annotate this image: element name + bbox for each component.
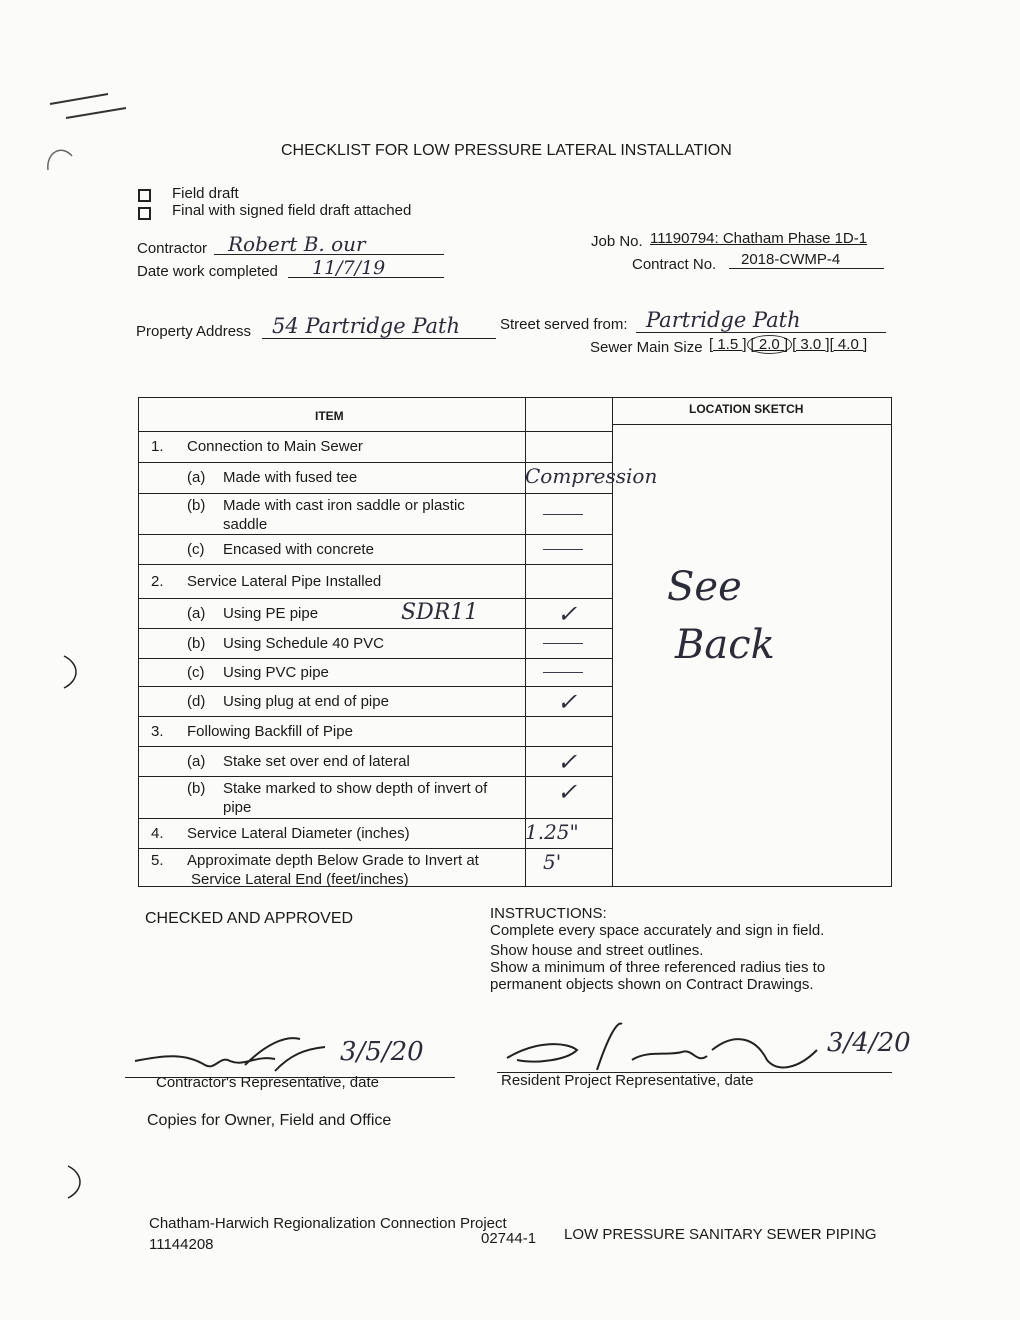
row-divider [139,462,612,463]
row-divider [139,848,612,849]
job-no-value: 11190794: Chatham Phase 1D-1 [650,230,868,247]
subitem-letter: (a) [187,753,206,770]
item-label: Service Lateral Pipe Installed [187,573,382,590]
row-divider [139,776,612,777]
pipe-type-note: SDR11 [401,600,479,625]
scan-mark-arc [40,140,80,185]
item-label-cont: Service Lateral End (feet/inches) [191,871,409,888]
hole-punch-mark-1 [60,652,84,697]
contract-no-value: 2018-CWMP-4 [729,251,884,269]
sketch-note-see: See [667,564,742,610]
instruction-line-1: Complete every space accurately and sign in field. [490,922,825,939]
sewer-size-4-0[interactable]: [ 4.0 ] [829,336,868,353]
contractor-signature-scribble [125,1025,335,1077]
check-mark-icon[interactable]: ✓ [557,688,578,716]
sewer-size-1-5[interactable]: [ 1.5 ] [709,336,747,353]
contractor-rep-label: Contractor's Representative, date [156,1074,379,1091]
checkbox-final-draft[interactable] [138,207,151,220]
contractor-value: Robert B. our [228,232,366,256]
street-served-label: Street served from: [500,316,628,333]
resident-signature[interactable] [497,1020,911,1073]
copies-note: Copies for Owner, Field and Office [147,1112,392,1129]
item-label: Following Backfill of Pipe [187,723,353,740]
subitem-label: Made with fused tee [223,469,358,486]
contract-no-label: Contract No. [632,256,717,273]
street-served-field[interactable] [636,308,886,333]
row-divider [139,564,612,565]
subitem-label: Stake set over end of lateral [223,753,410,770]
handwritten-entry[interactable]: 1.25" [525,820,579,844]
check-mark-icon[interactable]: ✓ [557,748,578,776]
hole-punch-mark-2 [64,1162,88,1207]
sewer-size-3-0[interactable]: [ 3.0 ] [792,336,830,353]
property-address-value: 54 Partridge Path [272,314,460,338]
item-number: 2. [151,573,164,590]
footer-number: 11144208 [149,1236,214,1253]
date-work-label: Date work completed [137,263,278,280]
subitem-letter: (a) [187,605,206,622]
subitem-label: Made with cast iron saddle or plastic [223,497,465,514]
subitem-label: Using plug at end of pipe [223,693,389,710]
instruction-line-2: Show house and street outlines. [490,942,704,959]
sewer-size-2-0[interactable]: [ 2.0 ] [747,335,793,354]
checkbox-field-draft[interactable] [138,189,151,202]
contractor-signature[interactable] [125,1025,455,1078]
subitem-label: Using PVC pipe [223,664,329,681]
not-applicable-mark [543,643,583,644]
item-header: ITEM [315,409,344,423]
row-divider [139,746,612,747]
subitem-letter: (b) [187,780,206,797]
option-field-draft: Field draft [172,185,239,202]
contractor-label: Contractor [137,240,208,257]
footer-project: Chatham-Harwich Regionalization Connection Project [149,1215,507,1232]
scan-mark-top-left [48,90,118,112]
subitem-label: Encased with concrete [223,541,374,558]
property-address-label: Property Address [136,323,252,340]
check-mark-icon[interactable]: ✓ [557,778,578,806]
item-label: Approximate depth Below Grade to Invert at [187,852,479,869]
page-title: CHECKLIST FOR LOW PRESSURE LATERAL INSTALLATION [281,142,732,159]
subitem-letter: (c) [187,541,205,558]
sketch-header-line [612,424,891,425]
subitem-letter: (a) [187,469,206,486]
handwritten-entry[interactable]: 5' [543,850,562,874]
date-work-field[interactable] [288,257,444,278]
row-divider [139,534,612,535]
check-mark-icon[interactable]: ✓ [557,600,578,628]
row-divider [139,598,612,599]
sketch-note-back: Back [675,622,775,668]
checked-approved: CHECKED AND APPROVED [145,910,354,927]
item-number: 3. [151,723,164,740]
sewer-main-label: Sewer Main Size [590,339,703,356]
item-number: 4. [151,825,164,842]
checklist-table [138,397,892,887]
job-no-label: Job No. [591,233,643,250]
not-applicable-mark [543,514,583,515]
footer-spec: LOW PRESSURE SANITARY SEWER PIPING [564,1226,877,1243]
property-address-field[interactable] [262,314,496,339]
footer-section: 02744-1 [481,1230,537,1247]
subitem-letter: (c) [187,664,205,681]
subitem-label: Using PE pipe [223,605,319,622]
subitem-label: Using Schedule 40 PVC [223,635,384,652]
row-divider [139,716,612,717]
row-divider [139,493,612,494]
item-number: 5. [151,852,164,869]
option-final-draft: Final with signed field draft attached [172,202,412,219]
row-divider [139,658,612,659]
sewer-main-options [709,336,867,353]
subitem-label-cont: saddle [223,516,268,533]
instruction-line-3: Show a minimum of three referenced radius ties to [490,959,826,976]
item-number: 1. [151,438,164,455]
row-divider [139,628,612,629]
row-divider [139,686,612,687]
row-divider [139,431,612,432]
subitem-label: Stake marked to show depth of invert of [223,780,488,797]
item-label: Service Lateral Diameter (inches) [187,825,410,842]
resident-signature-date: 3/4/20 [827,1028,911,1058]
resident-signature-scribble [497,1020,827,1080]
contractor-signature-date: 3/5/20 [340,1037,424,1067]
handwritten-entry[interactable]: Compression [525,464,658,488]
resident-rep-label: Resident Project Representative, date [501,1072,754,1089]
date-work-value: 11/7/19 [312,257,386,279]
subitem-label-cont: pipe [223,799,252,816]
subitem-letter: (d) [187,693,206,710]
not-applicable-mark [543,672,583,673]
not-applicable-mark [543,549,583,550]
location-sketch-header: LOCATION SKETCH [689,402,804,416]
subitem-letter: (b) [187,497,206,514]
item-label: Connection to Main Sewer [187,438,363,455]
instructions-heading: INSTRUCTIONS: [490,905,607,922]
instruction-line-4: permanent objects shown on Contract Drawings. [490,976,814,993]
contractor-field[interactable] [214,232,444,255]
street-served-value: Partridge Path [646,308,801,332]
subitem-letter: (b) [187,635,206,652]
row-divider [139,818,612,819]
